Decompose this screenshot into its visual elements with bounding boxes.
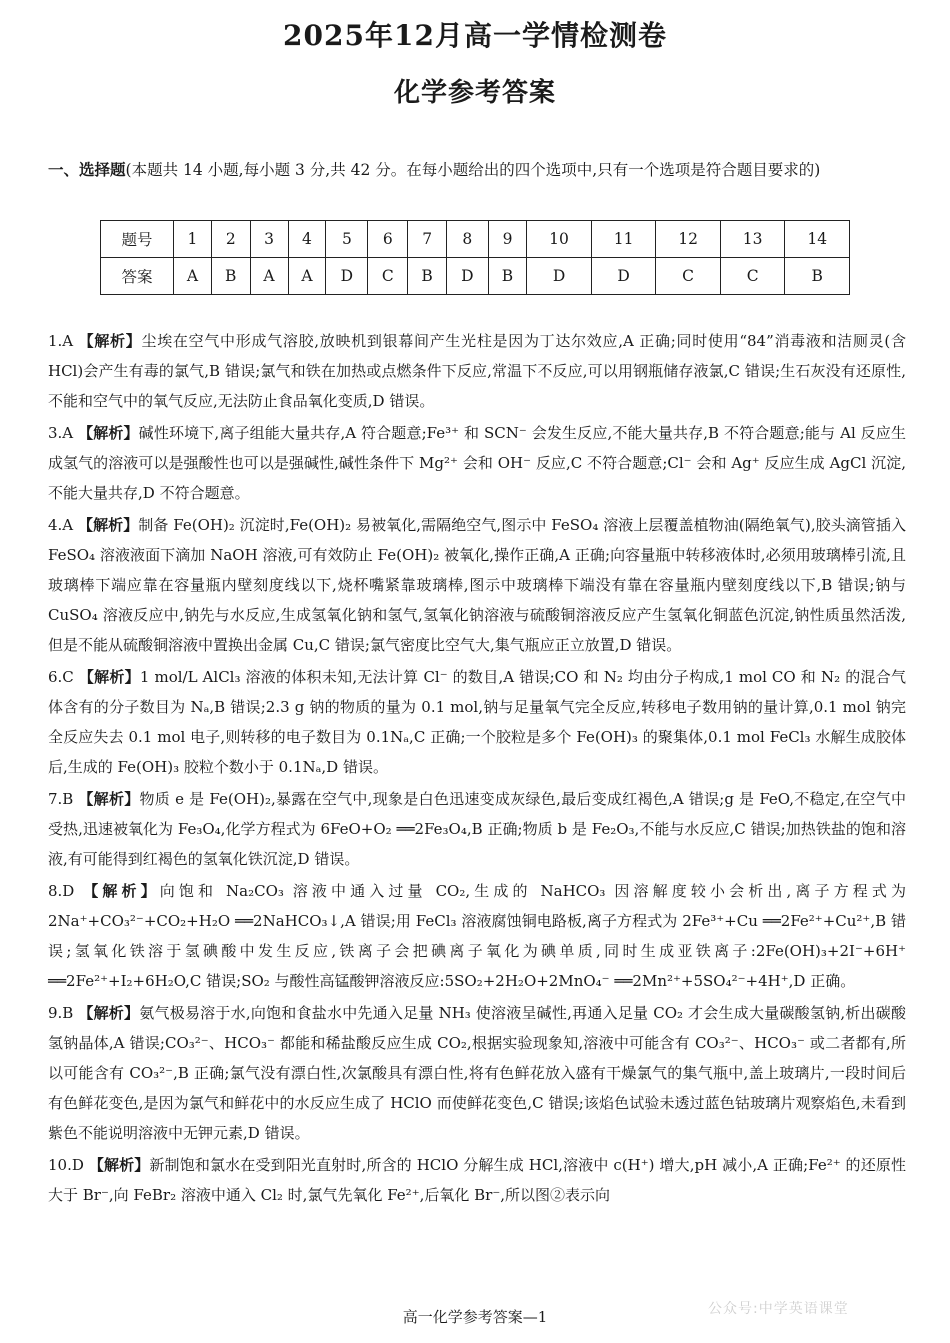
answer-cell: C: [656, 258, 721, 295]
question-number-cell: 4: [288, 221, 326, 258]
answer-cell: A: [288, 258, 326, 295]
answer-table-question-row: [101, 221, 850, 258]
question-number-cell: 3: [250, 221, 288, 258]
section-intro: [48, 156, 908, 184]
answer-table-answer-row: [101, 258, 850, 295]
explanation-item: [48, 1150, 906, 1210]
question-number-cell: 7: [408, 221, 447, 258]
explanation-number: 1.A: [48, 332, 74, 350]
explanation-keyword: 【解析】: [78, 668, 140, 686]
answer-cell: A: [174, 258, 212, 295]
answer-cell: C: [720, 258, 785, 295]
explanation-number: 3.A: [48, 424, 74, 442]
page-subtitle: 化学参考答案: [393, 78, 556, 108]
answer-row-label: 答案: [101, 258, 174, 295]
explanation-item: [48, 876, 906, 996]
page-footer: 高一化学参考答案—1: [402, 1308, 548, 1326]
question-number-cell: 8: [446, 221, 488, 258]
question-number-cell: 11: [591, 221, 656, 258]
explanation-keyword: 【解析】: [88, 1156, 150, 1174]
explanation-keyword: 【解析】: [78, 1004, 140, 1022]
answer-cell: D: [591, 258, 656, 295]
question-number-cell: 13: [720, 221, 785, 258]
explanation-text: 向饱和 Na₂CO₃ 溶液中通入过量 CO₂,生成的 NaHCO₃ 因溶解度较小会析出,离子方程式为 2Na⁺+CO₃²⁻+CO₂+H₂O ══2NaHCO₃↓,A 错误;用 FeCl₃ 溶液腐蚀铜电路板,离子方程式为 2Fe³⁺+Cu ══2Fe²⁺+Cu²⁺,B 错误;氢氧化铁溶于氢碘酸中发生反应,铁离子会把碘离子氧化为碘单质,同时生成亚铁离子:2Fe(OH)₃+2I⁻+6H⁺ ══2Fe²⁺+I₂+6H₂O,C 错误;SO₂ 与酸性高锰酸钾溶液反应:5SO₂+2H₂O+2MnO₄⁻ ══2Mn²⁺+5SO₄²⁻+4H⁺,D 正确。: [48, 882, 906, 990]
explanation-number: 9.B: [48, 1004, 74, 1022]
explanation-text: 碱性环境下,离子组能大量共存,A 符合题意;Fe³⁺ 和 SCN⁻ 会发生反应,不能大量共存,B 不符合题意;能与 Al 反应生成氢气的溶液可以是强酸性也可以是强碱性,碱性条件下 Mg²⁺ 会和 OH⁻ 反应,C 不符合题意;Cl⁻ 会和 Ag⁺ 反应生成 AgCl 沉淀,不能大量共存,D 不符合题意。: [48, 424, 906, 502]
question-number-cell: 6: [368, 221, 408, 258]
answer-cell: B: [488, 258, 527, 295]
question-number-cell: 1: [174, 221, 212, 258]
answer-cell: D: [446, 258, 488, 295]
explanation-keyword: 【解析】: [78, 516, 139, 534]
explanation-keyword: 【解析】: [78, 424, 139, 442]
answer-cell: D: [527, 258, 592, 295]
explanation-item: [48, 784, 906, 874]
explanation-keyword: 【解析】: [78, 332, 142, 350]
answer-cell: A: [250, 258, 288, 295]
answer-cell: D: [326, 258, 368, 295]
explanation-item: [48, 998, 906, 1148]
explanation-item: [48, 510, 906, 660]
section-heading: 一、选择题: [48, 160, 126, 179]
explanation-item: [48, 326, 906, 416]
explanation-keyword: 【解析】: [78, 790, 140, 808]
answer-cell: B: [211, 258, 250, 295]
explanation-number: 10.D: [48, 1156, 84, 1174]
question-number-cell: 14: [785, 221, 850, 258]
explanation-number: 8.D: [48, 882, 75, 900]
explanation-item: [48, 662, 906, 782]
explanation-item: [48, 418, 906, 508]
question-number-cell: 9: [488, 221, 527, 258]
question-number-cell: 10: [527, 221, 592, 258]
explanation-text: 物质 e 是 Fe(OH)₂,暴露在空气中,现象是白色迅速变成灰绿色,最后变成红褐色,A 错误;g 是 FeO,不稳定,在空气中受热,迅速被氧化为 Fe₃O₄,化学方程式为 6FeO+O₂ ══2Fe₃O₄,B 正确;物质 b 是 Fe₂O₃,不能与水反应,C 错误;加热铁盐的饱和溶液,有可能得到红褐色的氢氧化铁沉淀,D 错误。: [48, 790, 906, 868]
answer-cell: C: [368, 258, 408, 295]
page-title: 2025年12月高一学情检测卷: [283, 19, 667, 52]
explanation-text: 制备 Fe(OH)₂ 沉淀时,Fe(OH)₂ 易被氧化,需隔绝空气,图示中 FeSO₄ 溶液上层覆盖植物油(隔绝氧气),胶头滴管插入 FeSO₄ 溶液液面下滴加 NaOH 溶液,可有效防止 Fe(OH)₂ 被氧化,操作正确,A 正确;向容量瓶中转移液体时,必须用玻璃棒引流,且玻璃棒下端应靠在容量瓶内壁刻度线以下,烧杯嘴紧靠玻璃棒,图示中玻璃棒下端没有靠在容量瓶内壁刻度线以下,B 错误;钠与 CuSO₄ 溶液反应中,钠先与水反应,生成氢氧化钠和氢气,氢氧化钠溶液与硫酸铜溶液反应产生氢氧化铜蓝色沉淀,钠性质虽然活泼,但是不能从硫酸铜溶液中置换出金属 Cu,C 错误;氯气密度比空气大,集气瓶应正立放置,D 错误。: [48, 516, 906, 654]
explanation-text: 尘埃在空气中形成气溶胶,放映机到银幕间产生光柱是因为丁达尔效应,A 正确;同时使用“84”消毒液和洁厕灵(含 HCl)会产生有毒的氯气,B 错误;氯气和铁在加热或点燃条件下反应,常温下不反应,可以用钢瓶储存液氯,C 错误;生石灰没有还原性,不能和空气中的氧气反应,无法防止食品氧化变质,D 错误。: [48, 332, 906, 410]
watermark: 公众号:中学英语课堂: [708, 1301, 849, 1317]
section-description: (本题共 14 小题,每小题 3 分,共 42 分。在每小题给出的四个选项中,只有一个选项是符合题目要求的): [125, 161, 821, 179]
explanation-number: 4.A: [48, 516, 74, 534]
answer-cell: B: [785, 258, 850, 295]
explanation-text: 新制饱和氯水在受到阳光直射时,所含的 HClO 分解生成 HCl,溶液中 c(H⁺) 增大,pH 减小,A 正确;Fe²⁺ 的还原性大于 Br⁻,向 FeBr₂ 溶液中通入 Cl₂ 时,氯气先氧化 Fe²⁺,后氧化 Br⁻,所以图②表示向: [48, 1156, 906, 1204]
explanation-text: 1 mol/L AlCl₃ 溶液的体积未知,无法计算 Cl⁻ 的数目,A 错误;CO 和 N₂ 均由分子构成,1 mol CO 和 N₂ 的混合气体含有的分子数目为 Nₐ,B 错误;2.3 g 钠的物质的量为 0.1 mol,钠与足量氧气完全反应,转移电子数用钠的量计算,0.1 mol 钠完全反应失去 0.1 mol 电子,则转移的电子数目为 0.1Nₐ,C 正确;一个胶粒是多个 Fe(OH)₃ 的聚集体,0.1 mol FeCl₃ 水解生成胶体后,生成的 Fe(OH)₃ 胶粒个数小于 0.1Nₐ,D 错误。: [48, 668, 906, 776]
explanation-number: 7.B: [48, 790, 74, 808]
question-row-label: 题号: [101, 221, 174, 258]
question-number-cell: 5: [326, 221, 368, 258]
question-number-cell: 2: [211, 221, 250, 258]
explanation-keyword: 【解析】: [83, 882, 160, 900]
answer-cell: B: [408, 258, 447, 295]
explanations: [48, 326, 906, 1212]
question-number-cell: 12: [656, 221, 721, 258]
explanation-text: 氨气极易溶于水,向饱和食盐水中先通入足量 NH₃ 使溶液呈碱性,再通入足量 CO₂ 才会生成大量碳酸氢钠,析出碳酸氢钠晶体,A 错误;CO₃²⁻、HCO₃⁻ 都能和稀盐酸反应生成 CO₂,根据实验现象知,溶液中可能含有 CO₃²⁻、HCO₃⁻ 或二者都有,所以可能含有 CO₃²⁻,B 正确;氯气没有漂白性,次氯酸具有漂白性,将有色鲜花放入盛有干燥氯气的集气瓶中,盖上玻璃片,一段时间后有色鲜花变色,是因为氯气和鲜花中的水反应生成了 HClO 而使鲜花变色,C 错误;该焰色试验未透过蓝色钴玻璃片观察焰色,未看到紫色不能说明溶液中无钾元素,D 错误。: [48, 1004, 906, 1142]
answer-table: [100, 220, 850, 295]
explanation-number: 6.C: [48, 668, 74, 686]
